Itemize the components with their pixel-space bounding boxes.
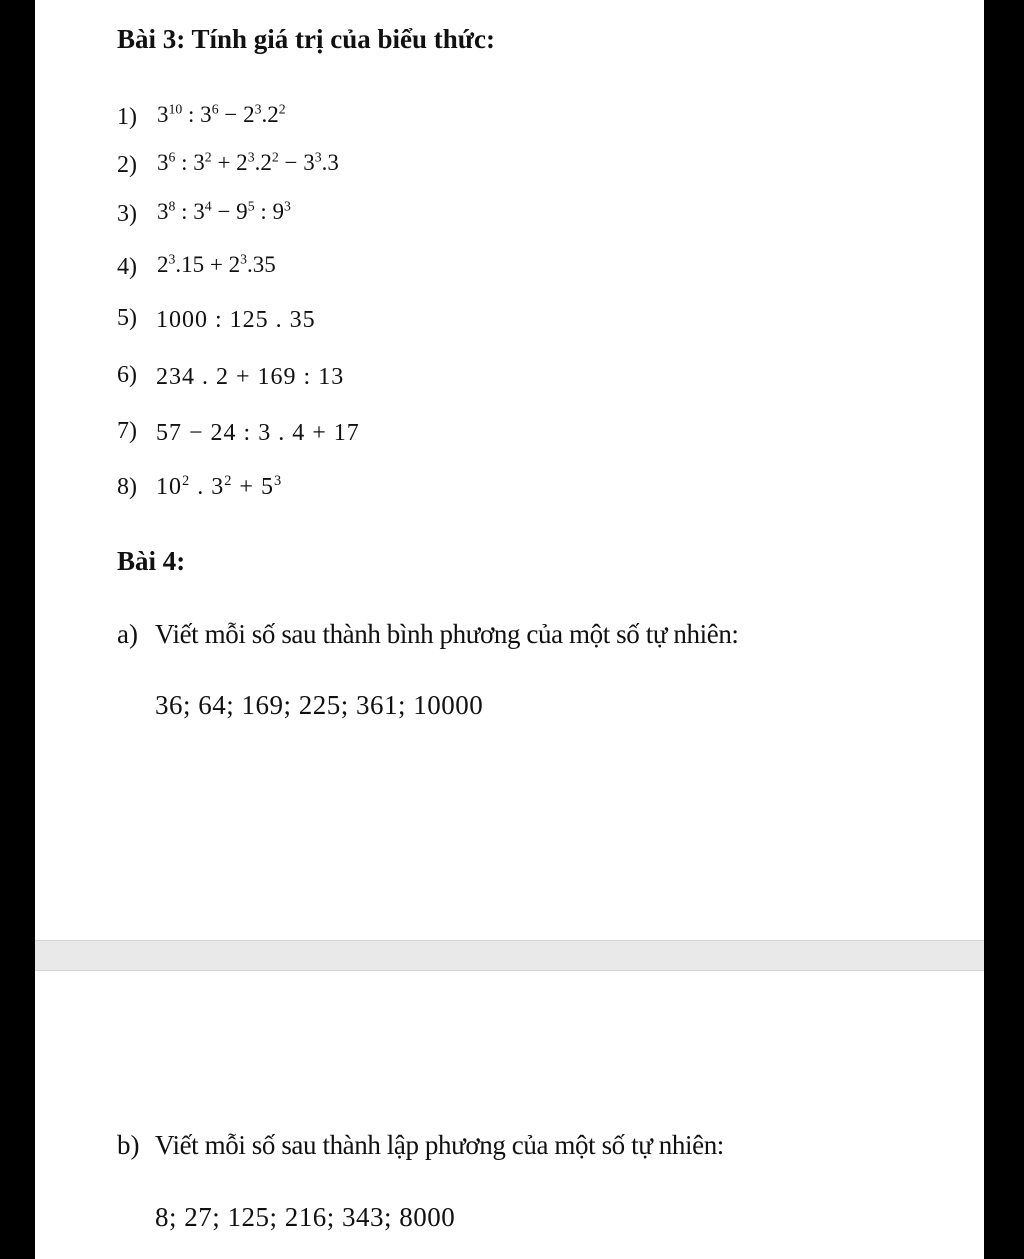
item-4-number: 4) — [117, 254, 137, 280]
item-5-expression: 1000 : 125 . 35 — [156, 307, 316, 333]
item-2-number: 2) — [117, 152, 137, 178]
item-4-expression: $2^3.15 + 2^3.35$ — [157, 251, 276, 277]
item-2-expression: $3^6$ : $3^2 + 2^3.2^2 - 3^3.3$ — [157, 149, 339, 175]
item-7-expression: 57 − 24 : 3 . 4 + 17 — [156, 420, 360, 446]
item-7-number: 7) — [117, 418, 137, 444]
item-3-number: 3) — [117, 201, 137, 227]
item-8-expression: $10^2$ . $3^2 + 5^3$ — [156, 473, 283, 500]
item-5-number: 5) — [117, 305, 137, 331]
part-a-instruction: Viết mỗi số sau thành bình phương của một số tự nhiên: — [155, 619, 739, 649]
part-a-label: a) — [117, 619, 138, 649]
item-6-expression: 234 . 2 + 169 : 13 — [156, 364, 345, 390]
item-1-number: 1) — [117, 104, 137, 130]
bai4-heading: Bài 4: — [117, 546, 186, 576]
part-b-label: b) — [117, 1130, 140, 1160]
part-b-instruction: Viết mỗi số sau thành lập phương của một số tự nhiên: — [155, 1130, 724, 1160]
item-6-number: 6) — [117, 362, 137, 388]
document-page-1 — [35, 0, 984, 940]
page-separator — [35, 940, 984, 971]
part-b-numbers: 8; 27; 125; 216; 343; 8000 — [155, 1202, 456, 1232]
item-1-expression: $3^{10}$ : $3^6 - 2^3.2^2$ — [157, 101, 286, 127]
item-8-number: 8) — [117, 474, 137, 500]
bai3-heading: Bài 3: Tính giá trị của biểu thức: — [117, 24, 495, 54]
part-a-numbers: 36; 64; 169; 225; 361; 10000 — [155, 690, 484, 720]
item-3-expression: $3^8$ : $3^4 - 9^5$ : $9^3$ — [157, 198, 291, 224]
